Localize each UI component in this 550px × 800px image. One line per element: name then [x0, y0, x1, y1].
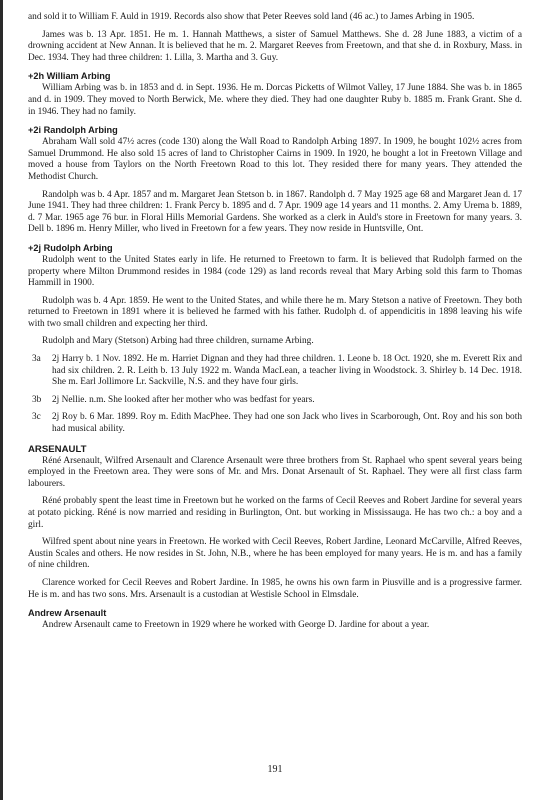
- paragraph: Abraham Wall sold 47½ acres (code 130) along the Wall Road to Randolph Arbing 1897. In 1909, he bought 102½ acres from Samuel Drummond. He also sold 15 acres of land to Christopher Cairns in 1909. In 1920, he bought a lot in Freetown Village and moved a house from Taylors on the North Freetown Road to this lot. They resided there for many years. They attended the Methodist Church.: [28, 137, 522, 182]
- list-item-text: 2j Nellie. n.m. She looked after her mother who was bedfast for years.: [52, 394, 315, 405]
- paragraph: Andrew Arsenault came to Freetown in 1929 where he worked with George D. Jardine for about a year.: [42, 620, 430, 631]
- paragraph: Rudolph was b. 4 Apr. 1859. He went to the United States, and while there he m. Mary Stetson a native of Freetown. They both returned to Freetown in 1891 where it is believed he farmed with his father. Rudolph d. of appendicitis in 1898 leaving his wife with two small children and expecting her third.: [28, 295, 522, 329]
- children-list: [28, 354, 522, 436]
- paragraph: Réné Arsenault, Wilfred Arsenault and Clarence Arsenault were three brothers from St. Raphael who spent several years being employed in the Freetown area. They were sons of Mr. and Mrs. Donat Arsenault of St. Raphael. They were all first class farm labourers.: [28, 455, 522, 489]
- paragraph: Rudolph and Mary (Stetson) Arbing had three children, surname Arbing.: [42, 336, 314, 347]
- section-heading: +2h William Arbing: [28, 71, 111, 82]
- section-heading: +2i Randolph Arbing: [28, 125, 118, 136]
- section-heading: Andrew Arsenault: [28, 608, 107, 619]
- paragraph: Clarence worked for Cecil Reeves and Robert Jardine. In 1985, he owns his own farm in Piusville and is a progressive farmer. He is m. and has two sons. Mrs. Arsenault is a custodian at Westisle School in Elmsdale.: [28, 577, 522, 600]
- section-heading: +2j Rudolph Arbing: [28, 242, 113, 253]
- list-item: [28, 354, 522, 389]
- list-item-text: 2j Harry b. 1 Nov. 1892. He m. Harriet Dignan and they had three children. 1. Leone b. 18 Oct. 1920, she m. Everett Rix and had six children. 2. R. Leith b. 13 July 1922 m. Wanda MacLean, a teacher living in Woodstock. 3. Shirley b. 14 Dec. 1918. She m. Earl Jollimore Lr. Sackville, N.S. and they have four girls.: [52, 354, 522, 388]
- list-item-code: 3a: [32, 354, 41, 365]
- list-item-code: 3c: [32, 412, 41, 423]
- list-item: [28, 412, 522, 435]
- paragraph: James was b. 13 Apr. 1851. He m. 1. Hannah Matthews, a sister of Samuel Matthews. She d. 28 June 1883, a victim of a drowning accident at New Annan. It is believed that he m. 2. Margaret Reeves from Freetown, and that she d. in Roxbury, Mass. in Dec. 1934. They had three children: 1. Lilla, 3. Martha and 3. Guy.: [28, 29, 522, 63]
- list-item: [28, 395, 522, 407]
- paragraph: Réné probably spent the least time in Freetown but he worked on the farms of Cecil Reeves and Robert Jardine for several years at potato picking. Réné is now married and residing in Burlington, Ont. but working in Mississauga. He has two ch.: a boy and a girl.: [28, 496, 522, 530]
- page-number: 191: [267, 764, 283, 775]
- paragraph: Rudolph went to the United States early in life. He returned to Freetown to farm. It is believed that Rudolph farmed on the property where Milton Drummond resides in 1984 (code 129) as land records reveal that Mary Arbing sold this farm to Thomas Hammill in 1900.: [28, 254, 522, 289]
- section-heading: ARSENAULT: [28, 443, 87, 455]
- paragraph: Randolph was b. 4 Apr. 1857 and m. Margaret Jean Stetson b. in 1867. Randolph d. 7 May 1925 age 68 and Margaret Jean d. 17 June 1941. They had three children: 1. Frank Percy b. 1895 and d. 7 Apr. 1909 age 14 years and 11 months. 2. Amy Urema b. 1889, d. 7 Mar. 1965 age 76 bur. in Floral Hills Memorial Gardens. She worked as a clerk in Auld's store in Freetown for many years. 3. Dell b. 1896 m. Henry Miller, who lived in Freetown for a few years. They now reside in Huntsville, Ont.: [28, 189, 522, 235]
- paragraph: William Arbing was b. in 1853 and d. in Sept. 1936. He m. Dorcas Picketts of Wilmot Valley, 17 June 1884. She was b. in 1865 and d. in 1909. They moved to North Berwick, Me. where they died. They had one daughter Ruby b. 1885 m. Frank Grant. She d. in 1946. They had no family.: [28, 83, 522, 117]
- list-item-code: 3b: [32, 394, 42, 405]
- paragraph: Wilfred spent about nine years in Freetown. He worked with Cecil Reeves, Robert Jardine, Leonard McCarville, Alfred Reeves, Austin Scales and others. He now resides in St. John, N.B., where he has been employed for many years. He is m. and has a family of nine children.: [28, 537, 522, 571]
- list-item-text: 2j Roy b. 6 Mar. 1899. Roy m. Edith MacPhee. They had one son Jack who lives in Scarborough, Ont. Roy and his son both had musical ability.: [52, 412, 522, 435]
- paragraph: and sold it to William F. Auld in 1919. Records also show that Peter Reeves sold land (46 ac.) to James Arbing in 1905.: [28, 12, 475, 22]
